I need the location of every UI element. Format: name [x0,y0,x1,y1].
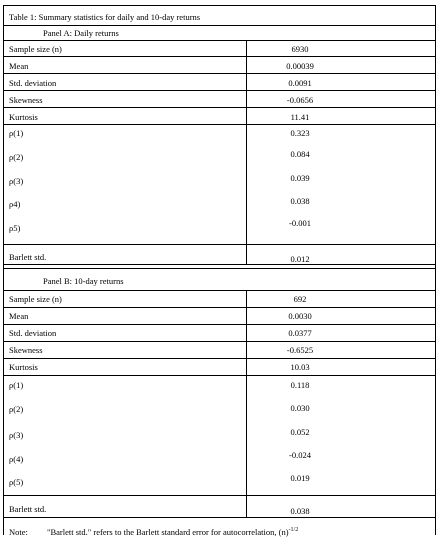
panel-b-value-std-deviation: 0.0377 [288,328,312,338]
panel-a-value-std-deviation: 0.0091 [288,78,312,88]
panel-b-label-rho-4: ρ(4) [9,454,24,464]
panel-a-bottom-border [3,264,436,265]
panel-b-top-border [3,268,436,269]
panel-a-label-rho-4: ρ4) [9,199,21,209]
table-border-top [3,5,436,6]
panel-b-label-mean: Mean [9,311,29,321]
panel-b-value-rho-2: 0.030 [290,403,310,413]
panel-b-value-kurtosis: 10.03 [290,362,310,372]
table-note [9,528,298,537]
title-divider [3,25,436,26]
panel-a-value-rho-4: 0.038 [290,196,310,206]
panel-a-label-rho-5: ρ5) [9,223,21,233]
panel-b-label-std-deviation: Std. deviation [9,328,57,338]
panel-a-label-rho-2: ρ(2) [9,152,24,162]
panel-b-label-barlett-std: Barlett std. [9,504,47,514]
panel-a-value-mean: 0.00039 [286,61,314,71]
panel-a-value-rho-2: 0.084 [290,149,310,159]
panel-a-value-barlett-std: 0.012 [290,254,310,264]
panel-b-label-kurtosis: Kurtosis [9,362,38,372]
row-divider [3,90,436,91]
panel-b-value-skewness: -0.6525 [286,345,314,355]
panel-a-value-skewness: -0.0656 [286,95,314,105]
row-divider [3,358,436,359]
panel-a-label-rho-3: ρ(3) [9,176,24,186]
panel-b-value-mean: 0.0030 [288,311,312,321]
panel-b-label-rho-2: ρ(2) [9,404,24,414]
row-divider [3,324,436,325]
note-spacer [30,527,45,537]
table-title: Table 1: Summary statistics for daily and 10-day returns [9,12,201,22]
row-divider [3,244,436,245]
row-divider [3,341,436,342]
panel-a-title: Panel A: Daily returns [43,28,119,38]
panel-a-value-rho-5: -0.001 [289,218,311,228]
panel-a-value-rho-1: 0.323 [290,128,310,138]
summary-table [3,5,436,535]
row-divider [3,124,436,125]
panel-b-value-sample-size: 692 [293,294,307,304]
panel-b-header-divider [3,290,436,291]
panel-b-label-rho-3: ρ(3) [9,430,24,440]
row-divider [3,73,436,74]
panel-a-value-kurtosis: 11.41 [290,112,310,122]
panel-b-bottom-border [3,517,436,518]
row-divider [3,107,436,108]
panel-b-label-rho-1: ρ(1) [9,380,24,390]
panel-a-value-rho-3: 0.039 [290,173,310,183]
note-text: "Barlett std." refers to the Barlett standard error for autocorrelation, (n) [47,527,289,537]
panel-a-label-sample-size: Sample size (n) [9,44,62,54]
panel-b-value-rho-3: 0.052 [290,427,310,437]
panel-b-value-rho-4: -0.024 [289,450,311,460]
panel-b-value-rho-1: 0.118 [290,380,310,390]
panel-a-label-std-deviation: Std. deviation [9,78,57,88]
note-prefix: Note: [9,527,28,537]
panel-a-label-kurtosis: Kurtosis [9,112,38,122]
table-border-left [3,5,4,535]
row-divider [3,495,436,496]
table-border-right [435,5,436,535]
panel-b-title: Panel B: 10-day returns [43,276,124,286]
note-exponent: -1/2 [288,527,299,533]
panel-a-label-skewness: Skewness [9,95,43,105]
panel-a-label-barlett-std: Barlett std. [9,252,47,262]
panel-a-value-sample-size: 6930 [291,44,309,54]
panel-b-value-rho-5: 0.019 [290,473,310,483]
row-divider [3,56,436,57]
panel-b-label-rho-5: ρ(5) [9,477,24,487]
panel-a-label-rho-1: ρ(1) [9,128,24,138]
row-divider [3,375,436,376]
panel-a-label-mean: Mean [9,61,29,71]
panel-b-label-sample-size: Sample size (n) [9,294,62,304]
panel-b-label-skewness: Skewness [9,345,43,355]
row-divider [3,307,436,308]
panel-b-value-barlett-std: 0.038 [290,506,310,516]
panel-a-header-divider [3,40,436,41]
